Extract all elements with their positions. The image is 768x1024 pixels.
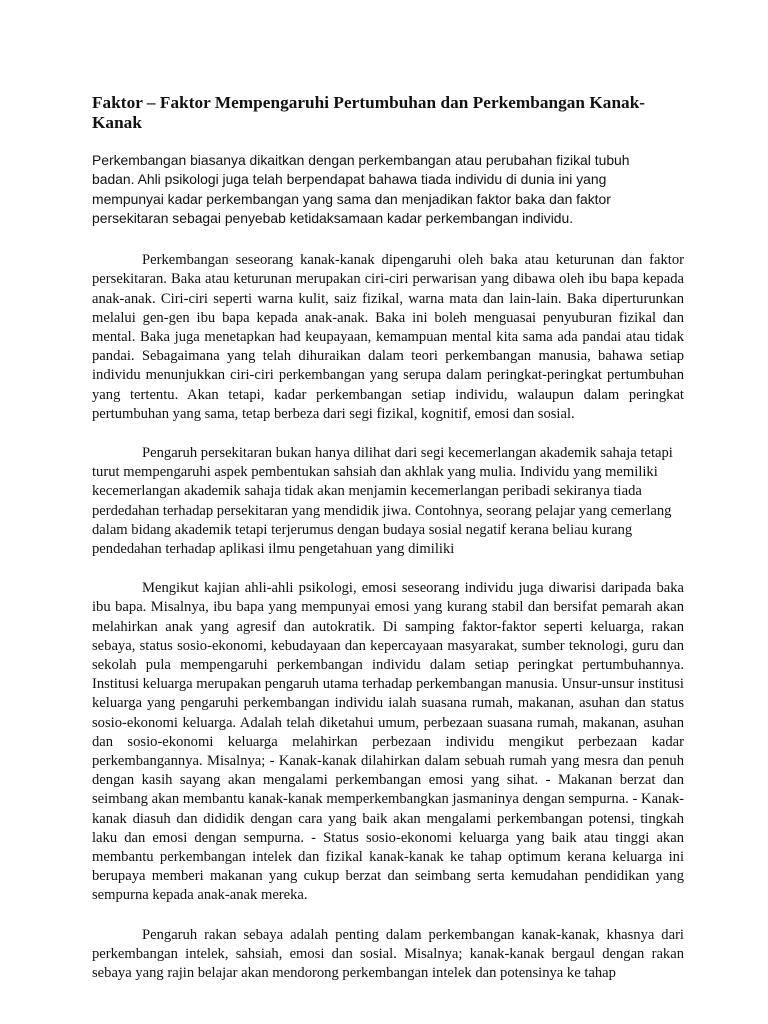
- body-paragraph: Pengaruh persekitaran bukan hanya dilihat dari segi kecemerlangan akademik sahaja tetapi turut mempengaruhi aspek pembentukan sahsiah dan akhlak yang mulia. Individu yang memiliki kecemerlangan akademik sahaja tidak akan menjamin kecemerlangan peribadi sekiranya tiada perdedahan terhadap persekitaran yang mendidik jiwa. Contohnya, seorang pelajar yang cemerlang dalam bidang akademik tetapi terjerumus dengan budaya sosial negatif kerana beliau kurang pendedahan terhadap aplikasi ilmu pengetahuan yang dimiliki: [92, 445, 673, 558]
- body-paragraph: Perkembangan seseorang kanak-kanak dipengaruhi oleh baka atau keturunan dan faktor persekitaran. Baka atau keturunan merupakan ciri-ciri perwarisan yang dibawa oleh ibu bapa kepada anak-anak. Ciri-ciri seperti warna kulit, saiz fizikal, warna mata dan lain-lain. Baka diperturunkan melalui gen-gen ibu bapa kepada anak-anak. Baka ini boleh menguasai penyuburan fizikal dan mental. Baka juga menetapkan had keupayaan, kemampuan mental kita sama ada pandai atau tidak pandai. Sebagaimana yang telah dihuraikan dalam teori perkembangan manusia, bahawa setiap individu menunjukkan ciri-ciri perkembangan yang serupa dalam peringkat-peringkat pertumbuhan yang tertentu. Akan tetapi, kadar perkembangan setiap individu, walaupun dalam peringkat pertumbuhan yang sama, tetap berbeza dari segi fizikal, kognitif, emosi dan sosial.: [92, 252, 684, 422]
- intro-paragraph: Perkembangan biasanya dikaitkan dengan perkembangan atau perubahan fizikal tubuh badan. Ahli psikologi juga telah berpendapat bahawa tiada individu di dunia ini yang mempunyai kadar perkembangan yang sama dan menjadikan faktor baka dan faktor persekitaran sebagai penyebab ketidaksamaan kadar perkembangan individu.: [92, 152, 630, 226]
- document-title: Faktor – Faktor Mempengaruhi Pertumbuhan dan Perkembangan Kanak-Kanak: [92, 93, 646, 132]
- document-page: [92, 93, 684, 1002]
- body-paragraph: Mengikut kajian ahli-ahli psikologi, emosi seseorang individu juga diwarisi daripada baka ibu bapa. Misalnya, ibu bapa yang mempunyai emosi yang kurang stabil dan bersifat pemarah akan melahirkan anak yang agresif dan autokratik. Di samping faktor-faktor seperti keluarga, rakan sebaya, status sosio-ekonomi, kebudayaan dan kepercayaan masyarakat, sumber teknologi, guru dan sekolah pula mempengaruhi perkembangan individu dalam setiap peringkat pertumbuhannya. Institusi keluarga merupakan pengaruh utama terhadap perkembangan manusia. Unsur-unsur institusi keluarga yang pengaruhi perkembangan individu ialah suasana rumah, makanan, asuhan dan status sosio-ekonomi keluarga. Adalah telah diketahui umum, perbezaan suasana rumah, makanan, asuhan dan sosio-ekonomi keluarga melahirkan perbezaan individu mengikut perbezaan kadar perkembangannya. Misalnya; - Kanak-kanak dilahirkan dalam sebuah rumah yang mesra dan penuh dengan kasih sayang akan mengalami perkembangan emosi yang sihat. - Makanan berzat dan seimbang akan membantu kanak-kanak memperkembangkan jasmaninya dengan sempurna. - Kanak-kanak diasuh dan dididik dengan cara yang baik akan mengalami perkembangan potensi, tingkah laku dan emosi dengan sempurna. - Status sosio-ekonomi keluarga yang baik atau tinggi akan membantu perkembangan intelek dan fizikal kanak-kanak ke tahap optimum kerana keluarga ini berupaya memberi makanan yang cukup berzat dan seimbang serta kemudahan pendidikan yang sempurna kepada anak-anak mereka.: [92, 580, 684, 904]
- body-paragraph: Pengaruh rakan sebaya adalah penting dalam perkembangan kanak-kanak, khasnya dari perkembangan intelek, sahsiah, emosi dan sosial. Misalnya; kanak-kanak bergaul dengan rakan sebaya yang rajin belajar akan mendorong perkembangan intelek dan potensinya ke tahap: [92, 926, 684, 982]
